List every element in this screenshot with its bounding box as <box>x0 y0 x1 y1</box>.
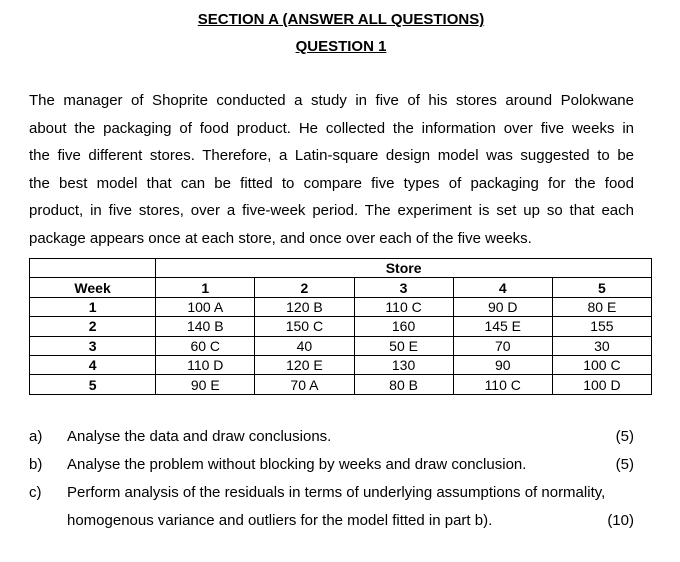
question-text: Analyse the data and draw conclusions. <box>67 428 332 445</box>
table-cell: 150 C <box>255 317 354 336</box>
section-title: SECTION A (ANSWER ALL QUESTIONS) <box>197 11 485 28</box>
table-cell: 140 B <box>156 317 255 336</box>
week-header: Week <box>30 278 156 297</box>
table-cell: 100 C <box>552 355 651 374</box>
store-number-header: 1 <box>156 278 255 297</box>
store-number-header: 3 <box>354 278 453 297</box>
paragraph-line: product, in five stores, over a five-week period. The experiment is set up so that each <box>29 202 634 220</box>
week-cell: 1 <box>30 297 156 316</box>
table-cell: 120 B <box>255 297 354 316</box>
question-text: Analyse the problem without blocking by weeks and draw conclusion. <box>67 456 527 473</box>
table-cell: 100 A <box>156 297 255 316</box>
question-item-c-continued <box>29 510 634 532</box>
table-subheader-row <box>30 278 652 297</box>
question-marks: (5) <box>615 456 634 473</box>
store-number-header: 5 <box>552 278 651 297</box>
table-cell: 160 <box>354 317 453 336</box>
paragraph-line: package appears once at each store, and once over each of the five weeks. <box>29 229 532 247</box>
question-marks: (10) <box>607 512 634 529</box>
paragraph-line: the best model that can be fitted to compare five types of packaging for the food <box>29 174 634 192</box>
question-item-b <box>29 454 634 476</box>
paragraph-line: The manager of Shoprite conducted a study in five of his stores around Polokwane <box>29 92 634 109</box>
table-row <box>30 297 652 316</box>
paragraph-line: about the packaging of food product. He collected the information over five weeks in <box>29 119 634 137</box>
table-cell: 50 E <box>354 336 453 355</box>
table-cell: 90 D <box>453 297 552 316</box>
table-cell: 90 <box>453 355 552 374</box>
question-text: Perform analysis of the residuals in terms of underlying assumptions of normality, <box>67 484 606 501</box>
question-title: QUESTION 1 <box>295 38 387 55</box>
question-marks: (5) <box>615 428 634 445</box>
table-cell: 70 A <box>255 375 354 394</box>
table-cell: 130 <box>354 355 453 374</box>
table-cell: 40 <box>255 336 354 355</box>
table-cell: 120 E <box>255 355 354 374</box>
question-letter: b) <box>29 456 43 473</box>
table-cell: 90 E <box>156 375 255 394</box>
store-number-header: 4 <box>453 278 552 297</box>
table-cell: 80 B <box>354 375 453 394</box>
week-cell: 5 <box>30 375 156 394</box>
table-cell: 145 E <box>453 317 552 336</box>
question-item-a <box>29 426 634 448</box>
week-cell: 3 <box>30 336 156 355</box>
table-cell: 155 <box>552 317 651 336</box>
table-cell: 110 C <box>354 297 453 316</box>
question-text: homogenous variance and outliers for the model fitted in part b). <box>67 512 493 529</box>
table-cell: 110 D <box>156 355 255 374</box>
question-letter: c) <box>29 484 42 501</box>
table-cell: 80 E <box>552 297 651 316</box>
question-letter: a) <box>29 428 43 445</box>
store-number-header: 2 <box>255 278 354 297</box>
week-cell: 2 <box>30 317 156 336</box>
table-cell: 70 <box>453 336 552 355</box>
table-row <box>30 355 652 374</box>
question-item-c <box>29 482 634 504</box>
table-header-row <box>30 259 652 278</box>
table-row <box>30 336 652 355</box>
week-cell: 4 <box>30 355 156 374</box>
table-cell: 60 C <box>156 336 255 355</box>
table-cell: 100 D <box>552 375 651 394</box>
empty-header-cell <box>30 259 156 278</box>
paragraph-line: the five different stores. Therefore, a Latin-square design model was suggested to be <box>29 147 634 165</box>
table-cell: 110 C <box>453 375 552 394</box>
table-cell: 30 <box>552 336 651 355</box>
store-header: Store <box>156 259 652 278</box>
latin-square-table <box>29 258 652 395</box>
table-row <box>30 317 652 336</box>
problem-paragraph <box>29 87 634 253</box>
table-row <box>30 375 652 394</box>
